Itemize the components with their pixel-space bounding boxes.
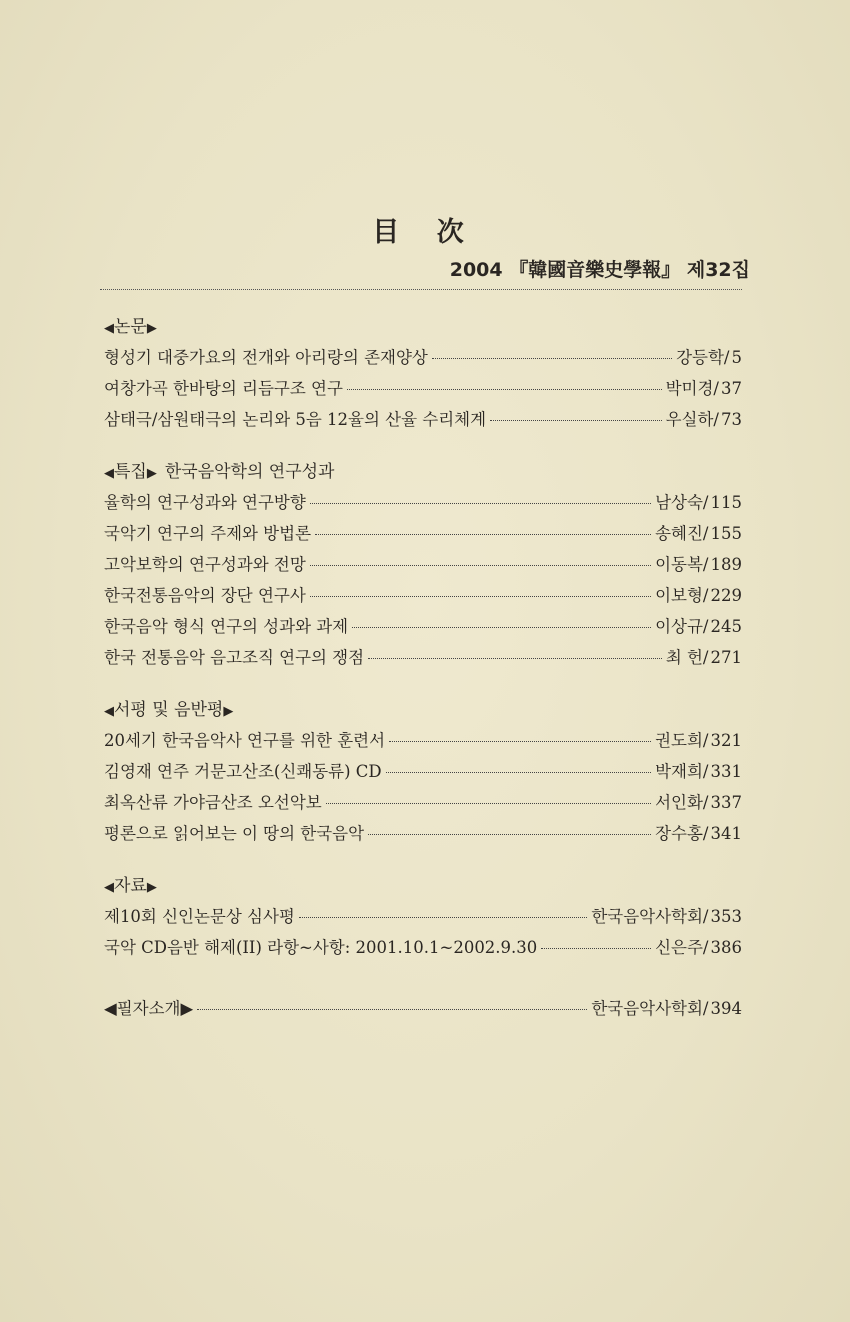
toc-entry[interactable]	[104, 549, 742, 580]
dot-leader	[352, 627, 651, 628]
entry-title: 국악기 연구의 주제와 방법론	[104, 524, 312, 543]
entry-author: 강등학/	[676, 348, 730, 367]
section-heading	[104, 695, 742, 725]
entry-page: 5	[731, 348, 742, 367]
right-triangle-icon: ▶	[146, 466, 157, 481]
entry-title: 제10회 신인논문상 심사평	[104, 907, 295, 926]
entry-page: 353	[710, 907, 742, 926]
left-triangle-icon: ◀	[104, 321, 114, 336]
entry-page: 386	[710, 938, 742, 957]
entry-title: 최옥산류 가야금산조 오선악보	[104, 793, 322, 812]
final-title: 필자소개	[116, 999, 181, 1018]
entry-page: 115	[710, 493, 742, 512]
dot-leader	[347, 389, 662, 390]
entry-author: 한국음악사학회/	[591, 999, 709, 1018]
right-triangle-icon: ▶	[180, 999, 194, 1018]
section-heading	[104, 457, 742, 487]
dot-leader	[389, 741, 651, 742]
toc-entry[interactable]	[104, 787, 742, 818]
entry-page: 37	[721, 379, 742, 398]
toc-entry[interactable]	[104, 642, 742, 673]
toc-entry[interactable]	[104, 518, 742, 549]
toc-entry[interactable]	[104, 756, 742, 787]
entry-title: 고악보학의 연구성과와 전망	[104, 555, 306, 574]
dot-leader	[310, 596, 651, 597]
entry-page: 271	[710, 648, 742, 667]
right-triangle-icon: ▶	[223, 704, 234, 719]
entry-title: 삼태극/삼원태극의 논리와 5음 12율의 산율 수리체계	[104, 410, 487, 429]
entry-title	[104, 993, 193, 1024]
dot-leader	[315, 534, 651, 535]
entry-title: 평론으로 읽어보는 이 땅의 한국음악	[104, 824, 365, 843]
entry-author: 이보형/	[655, 586, 709, 605]
section-heading-extra: 한국음악학의 연구성과	[164, 462, 335, 482]
toc-entry[interactable]	[104, 611, 742, 642]
entry-page: 321	[710, 731, 742, 750]
entry-author: 한국음악사학회/	[591, 907, 709, 926]
toc-section	[104, 871, 742, 963]
toc-entry[interactable]	[104, 342, 742, 373]
dot-leader	[310, 565, 651, 566]
toc-entry[interactable]	[104, 818, 742, 849]
entry-title: 국악 CD음반 해제(II) 라항~사항: 2001.10.1~2002.9.30	[104, 938, 538, 957]
entry-title: 김영재 연주 거문고산조(신쾌동류) CD	[104, 762, 382, 781]
entry-title: 율학의 연구성과와 연구방향	[104, 493, 306, 512]
entry-page: 189	[710, 555, 742, 574]
entry-author: 신은주/	[655, 938, 709, 957]
dot-leader	[386, 772, 652, 773]
right-triangle-icon: ▶	[146, 321, 157, 336]
toc-entry[interactable]	[104, 725, 742, 756]
toc-entry[interactable]	[104, 580, 742, 611]
entry-page: 394	[710, 999, 742, 1018]
entry-author: 서인화/	[655, 793, 709, 812]
entry-author: 권도희/	[655, 731, 709, 750]
left-triangle-icon: ◀	[104, 466, 114, 481]
toc-entry-contributors[interactable]	[104, 993, 742, 1024]
entry-page: 73	[721, 410, 742, 429]
entry-title: 20세기 한국음악사 연구를 위한 훈련서	[104, 731, 386, 750]
entry-author: 이동복/	[655, 555, 709, 574]
toc-entry[interactable]	[104, 932, 742, 963]
dot-leader	[310, 503, 651, 504]
right-triangle-icon: ▶	[146, 880, 157, 895]
section-heading-label: 서평 및 음반평	[114, 700, 224, 720]
entry-page: 337	[710, 793, 742, 812]
entry-author: 송혜진/	[655, 524, 709, 543]
dot-leader	[197, 1009, 587, 1010]
entry-page: 155	[710, 524, 742, 543]
section-heading-label: 논문	[114, 317, 147, 337]
entry-title: 한국 전통음악 음고조직 연구의 쟁점	[104, 648, 365, 667]
entry-title: 한국음악 형식 연구의 성과와 과제	[104, 617, 349, 636]
entry-page: 245	[710, 617, 742, 636]
entry-author: 남상숙/	[655, 493, 709, 512]
journal-subtitle: 2004 『韓國音樂史學報』 제32집	[449, 259, 750, 281]
page-title: 目 次	[372, 217, 478, 248]
left-triangle-icon: ◀	[104, 880, 114, 895]
entry-author: 장수홍/	[655, 824, 709, 843]
section-heading-label: 자료	[114, 876, 147, 896]
entry-title: 여창가곡 한바탕의 리듬구조 연구	[104, 379, 343, 398]
toc-entry[interactable]	[104, 404, 742, 435]
dot-leader	[368, 658, 662, 659]
entry-page: 341	[710, 824, 742, 843]
dot-leader	[541, 948, 651, 949]
toc-section	[104, 312, 742, 435]
entry-page: 331	[710, 762, 742, 781]
entry-author: 최 헌/	[665, 648, 709, 667]
dot-leader	[432, 358, 672, 359]
entry-author: 박재희/	[655, 762, 709, 781]
section-heading	[104, 871, 742, 901]
divider	[100, 289, 742, 290]
section-heading-label: 특집	[114, 462, 147, 482]
dot-leader	[368, 834, 651, 835]
toc-section	[104, 695, 742, 849]
toc-entry[interactable]	[104, 487, 742, 518]
entry-title: 형성기 대중가요의 전개와 아리랑의 존재양상	[104, 348, 428, 367]
entry-title: 한국전통음악의 장단 연구사	[104, 586, 306, 605]
toc-entry[interactable]	[104, 901, 742, 932]
left-triangle-icon: ◀	[104, 999, 117, 1018]
dot-leader	[490, 420, 662, 421]
entry-page: 229	[710, 586, 742, 605]
table-of-contents	[104, 312, 742, 1024]
toc-section	[104, 457, 742, 673]
entry-author: 우실하/	[665, 410, 719, 429]
dot-leader	[299, 917, 587, 918]
toc-entry[interactable]	[104, 373, 742, 404]
dot-leader	[326, 803, 651, 804]
entry-author: 박미경/	[665, 379, 719, 398]
entry-author: 이상규/	[655, 617, 709, 636]
left-triangle-icon: ◀	[104, 704, 114, 719]
section-heading	[104, 312, 742, 342]
